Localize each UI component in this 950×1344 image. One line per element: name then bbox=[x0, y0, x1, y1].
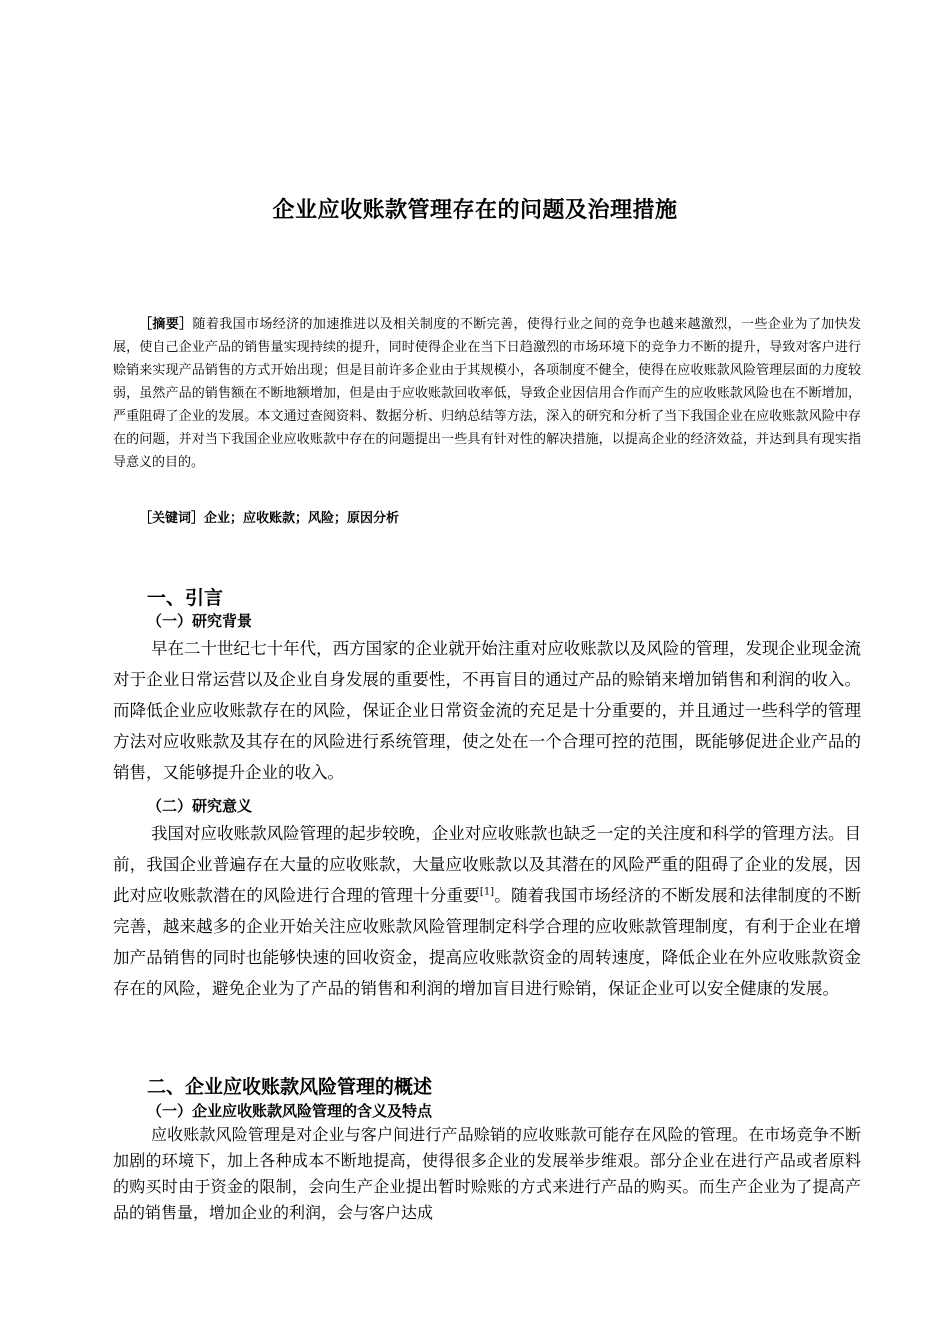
abstract-paragraph bbox=[113, 313, 861, 474]
significance-text-part2: 。随着我国市场经济的不断发展和法律制度的不断完善，越来越多的企业开始关注应收账款风险管理制定科学合理的应收账款管理制度，有利于企业在增加产品销售的同时也能够快速的回收资金，提高应收账款资金的周转速度，降低企业在外应收账款资金存在的风险，避免企业为了产品的销售和利润的增加盲目进行赊销，保证企业可以安全健康的发展。 bbox=[113, 886, 862, 998]
subsection-heading-significance: （二）研究意义 bbox=[147, 797, 253, 815]
paragraph-background: 早在二十世纪七十年代，西方国家的企业就开始注重对应收账款以及风险的管理，发现企业现金流对于企业日常运营以及企业自身发展的重要性，不再盲目的通过产品的赊销来增加销售和利润的收入。而降低企业应收账款存在的风险，保证企业日常资金流的充足是十分重要的，并且通过一些科学的管理方法对应收账款及其存在的风险进行系统管理，使之处在一个合理可控的范围，既能够促进企业产品的销售，又能够提升企业的收入。 bbox=[113, 639, 861, 782]
paper-title: 企业应收账款管理存在的问题及治理措施 bbox=[272, 198, 678, 223]
keywords-line: ［关键词］企业；应收账款；风险；原因分析 bbox=[139, 511, 400, 526]
citation-ref[interactable]: [1] bbox=[479, 886, 495, 898]
subsection-heading-background: （一）研究背景 bbox=[147, 612, 253, 630]
paragraph-significance bbox=[113, 818, 861, 1004]
significance-text-part1: 我国对应收账款风险管理的起步较晚，企业对应收账款也缺乏一定的关注度和科学的管理方法。目前，我国企业普遍存在大量的应收账款，大量应收账款以及其潜在的风险严重的阻碍了企业的发展，因此对应收账款潜在的风险进行合理的管理十分重要 bbox=[113, 824, 861, 905]
section-heading-overview: 二、企业应收账款风险管理的概述 bbox=[147, 1076, 433, 1098]
subsection-heading-definition: （一）企业应收账款风险管理的含义及特点 bbox=[147, 1102, 433, 1120]
paragraph-definition: 应收账款风险管理是对企业与客户间进行产品赊销的应收账款可能存在风险的管理。在市场竞争不断加剧的环境下，加上各种成本不断地提高，使得很多企业的发展举步维艰。部分企业在进行产品或者原料的购买时由于资金的限制，会向生产企业提出暂时赊账的方式来进行产品的购买。而生产企业为了提高产品的销售量，增加企业的利润，会与客户达成 bbox=[113, 1125, 861, 1222]
abstract-label: ［摘要］ bbox=[139, 317, 193, 332]
abstract-text: 随着我国市场经济的加速推进以及相关制度的不断完善，使得行业之间的竞争也越来越激烈，一些企业为了加快发展，使自己企业产品的销售量实现持续的提升，同时使得企业在当下日趋激烈的市场环境下的竞争力不断的提升，导致对客户进行赊销来实现产品销售的方式开始出现；但是目前许多企业由于其规模小，各项制度不健全，使得在应收账款风险管理层面的力度较弱，虽然产品的销售额在不断地额增加，但是由于应收账款回收率低，导致企业因信用合作而产生的应收账款风险也在不断增加，严重阻碍了企业的发展。本文通过查阅资料、数据分析、归纳总结等方法，深入的研究和分析了当下我国企业在应收账款风险中存在的问题，并对当下我国企业应收账款中存在的问题提出一些具有针对性的解决措施，以提高企业的经济效益，并达到具有现实指导意义的目的。 bbox=[113, 317, 861, 470]
section-heading-introduction: 一、引言 bbox=[147, 587, 224, 609]
